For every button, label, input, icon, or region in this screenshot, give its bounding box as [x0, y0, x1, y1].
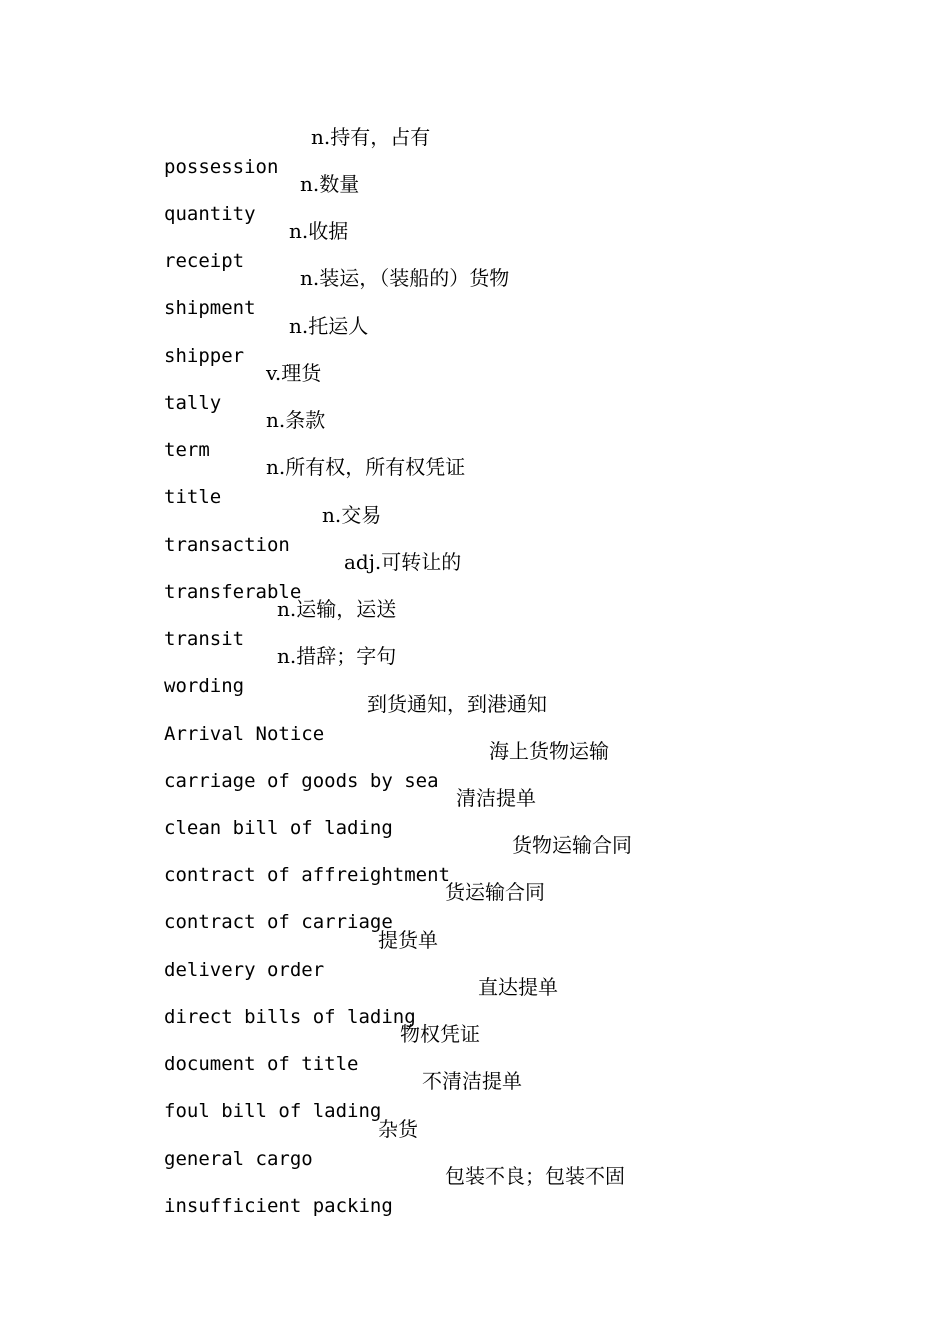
entry-term: transit — [164, 628, 245, 650]
glossary-entry — [144, 405, 326, 461]
glossary-entry — [144, 358, 322, 414]
entry-term: delivery order — [164, 959, 325, 981]
entry-definition: 到货通知，到港通知 — [367, 692, 547, 716]
entry-term: clean bill of lading — [164, 817, 393, 839]
entry-definition: 直达提单 — [478, 975, 558, 999]
entry-term: contract of affreightment — [164, 864, 450, 886]
entry-term: transferable — [164, 581, 302, 603]
glossary-entry — [144, 122, 431, 178]
entry-term: foul bill of lading — [164, 1100, 382, 1122]
entry-term: contract of carriage — [164, 911, 393, 933]
entry-definition: n.托运人 — [289, 314, 369, 338]
entry-term: Arrival Notice — [164, 723, 325, 745]
entry-definition: 不清洁提单 — [422, 1069, 522, 1093]
glossary-entry — [144, 216, 349, 272]
glossary-entry — [144, 925, 438, 981]
entry-term: quantity — [164, 203, 256, 225]
glossary-entry — [144, 1066, 522, 1122]
entry-term: document of title — [164, 1053, 359, 1075]
entry-term: direct bills of lading — [164, 1006, 416, 1028]
entry-definition: adj.可转让的 — [344, 550, 462, 574]
glossary-entry — [144, 783, 536, 839]
entry-term: general cargo — [164, 1148, 313, 1170]
entry-definition: n.条款 — [266, 408, 326, 432]
glossary-entry — [144, 1114, 418, 1170]
glossary-entry — [144, 689, 547, 745]
glossary-entry — [144, 500, 382, 556]
glossary-entry — [144, 311, 369, 367]
entry-definition: 包装不良；包装不固 — [445, 1164, 625, 1188]
entry-definition: 杂货 — [378, 1117, 418, 1141]
entry-definition: n.交易 — [322, 503, 382, 527]
entry-term: shipper — [164, 345, 245, 367]
glossary-entry — [144, 877, 545, 933]
entry-term: shipment — [164, 297, 256, 319]
entry-term: carriage of goods by sea — [164, 770, 439, 792]
glossary-entry — [144, 1019, 480, 1075]
entry-term: term — [164, 439, 210, 461]
glossary-entry — [144, 736, 609, 792]
entry-term: insufficient packing — [164, 1195, 393, 1217]
entry-definition: n.收据 — [289, 219, 349, 243]
glossary-entry — [144, 452, 466, 508]
entry-term: transaction — [164, 534, 290, 556]
entry-term: receipt — [164, 250, 245, 272]
entry-definition: 提货单 — [378, 928, 438, 952]
entry-term: title — [164, 486, 222, 508]
entry-definition: v.理货 — [266, 361, 322, 385]
entry-definition: n.运输，运送 — [277, 597, 397, 621]
entry-term: tally — [164, 392, 222, 414]
entry-definition: n.措辞；字句 — [277, 644, 397, 668]
entry-definition: 货运输合同 — [445, 880, 545, 904]
glossary-entry — [144, 547, 462, 603]
glossary-entry — [144, 972, 558, 1028]
entry-definition: 清洁提单 — [456, 786, 536, 810]
entry-definition: 海上货物运输 — [489, 739, 609, 763]
entry-definition: n.持有，占有 — [311, 125, 431, 149]
glossary-entry — [144, 641, 397, 697]
entry-definition: 货物运输合同 — [512, 833, 632, 857]
glossary-entry — [144, 169, 360, 225]
entry-definition: 物权凭证 — [400, 1022, 480, 1046]
entry-definition: n.所有权，所有权凭证 — [266, 455, 466, 479]
entry-definition: n.数量 — [300, 172, 360, 196]
entry-definition: n.装运，（装船的）货物 — [300, 266, 510, 290]
glossary-entry — [144, 594, 397, 650]
entry-term: wording — [164, 675, 245, 697]
entry-term: possession — [164, 156, 279, 178]
glossary-entry — [144, 830, 632, 886]
glossary-entry — [144, 263, 510, 319]
glossary-entry — [144, 1161, 625, 1217]
